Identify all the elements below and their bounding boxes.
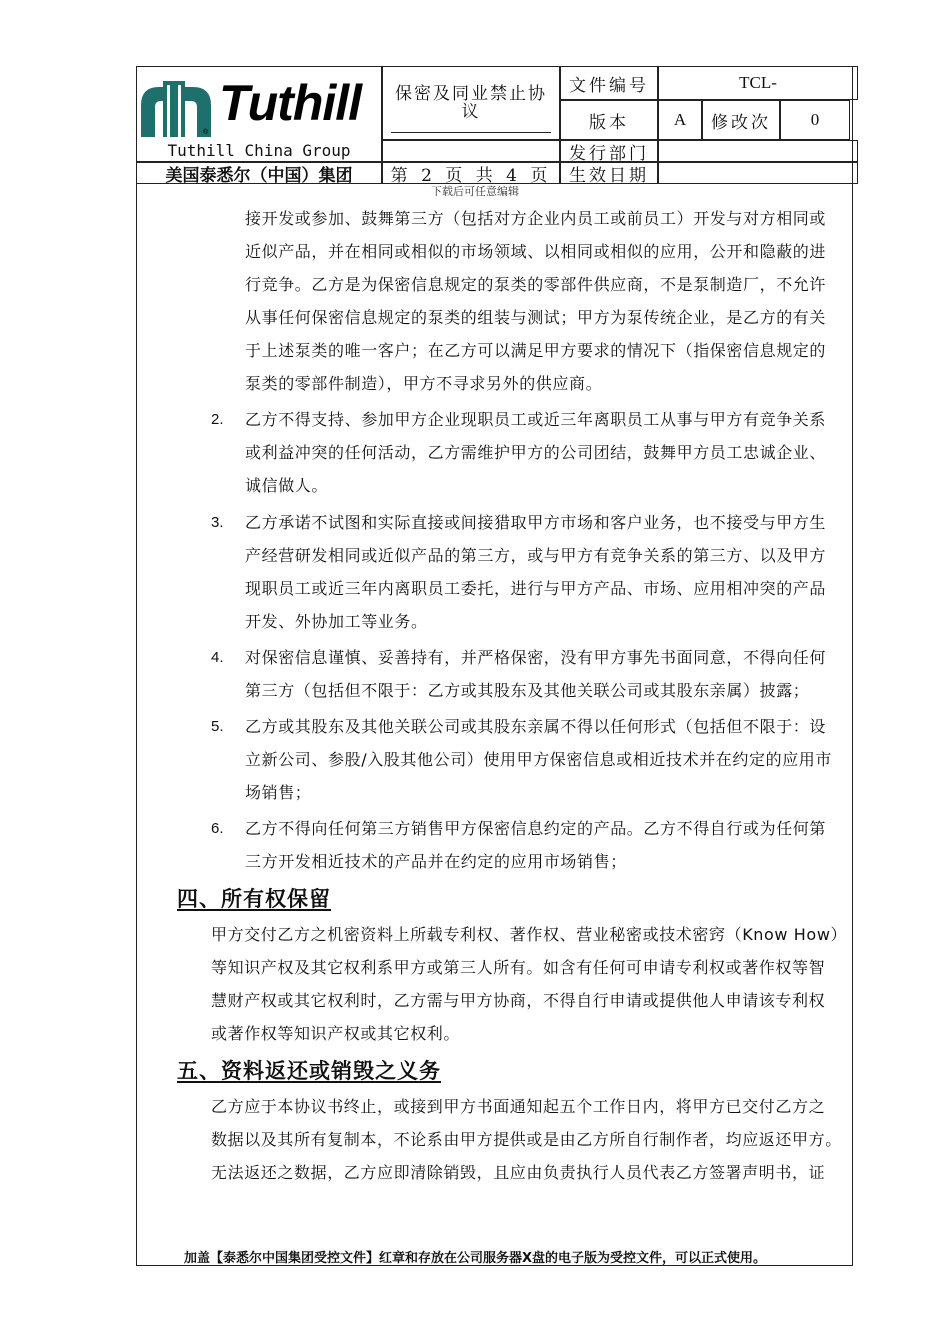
group-cn-cell (136, 162, 382, 184)
controlled-doc-footer: 加盖【泰悉尔中国集团受控文件】红章和存放在公司服务器X盘的电子版为受控文件，可以正式使用。 (183, 1251, 767, 1266)
list-number: 6. (211, 820, 224, 837)
list-number: 2. (211, 411, 224, 428)
text-line: 乙方或其股东及其他关联公司或其股东亲属不得以任何形式（包括但不限于：设 (245, 717, 827, 736)
group-name-en: Tuthill China Group (167, 141, 351, 160)
text-line: 无法返还之数据，乙方应即清除销毁，且应由负责执行人员代表乙方签署声明书，证 (211, 1163, 826, 1182)
text-line: 诚信做人。 (245, 476, 329, 495)
text-line: 或著作权等知识产权或其它权利。 (211, 1024, 461, 1043)
text-line: 乙方不得支持、参加甲方企业现职员工或近三年离职员工从事与甲方有竞争关系 (245, 410, 827, 429)
text-line: 等知识产权及其它权利系甲方或第三人所有。如含有任何可申请专利权或著作权等智 (211, 958, 826, 977)
list-number: 4. (211, 649, 224, 666)
list-item-text (245, 403, 845, 502)
issuing-dept-label: 发行部门 (569, 143, 649, 164)
text-line: 三方开发相近技术的产品并在约定的应用市场销售； (245, 852, 627, 871)
version-value-cell (658, 100, 702, 140)
text-line: 或利益冲突的任何活动，乙方需维护甲方的公司团结，鼓舞甲方员工忠诚企业、 (245, 443, 827, 462)
download-note: 下载后可任意编辑 (431, 185, 519, 198)
document-header (136, 66, 858, 184)
page-info: 第 2 页 共 4 页 (390, 165, 552, 186)
doc-title-cell (382, 66, 560, 140)
text-line: 开发、外协加工等业务。 (245, 612, 428, 631)
logo-cell (136, 66, 382, 140)
revision-label-cell (702, 100, 780, 140)
list-item-text (245, 641, 845, 707)
date-value-cell (658, 162, 858, 184)
text-line: 数据以及其所有复制本，不论系由甲方提供或是由乙方所自行制作者，均应返还甲方。 (211, 1130, 842, 1149)
section-heading-4: 四、所有权保留 (177, 887, 331, 911)
doc-title-line1: 保密及同业禁止协 (395, 84, 547, 104)
dept-value-cell (658, 140, 858, 162)
group-en-cell (136, 140, 382, 162)
list-item-text (245, 506, 845, 638)
revision-value: 0 (810, 110, 820, 129)
text-line: 行竞争。乙方是为保密信息规定的泵类的零部件供应商，不是泵制造厂，不允许 (245, 275, 827, 294)
effective-date-label: 生效日期 (569, 165, 649, 186)
tuthill-logo-mark (139, 77, 213, 139)
company-logo (139, 73, 379, 139)
version-label: 版本 (589, 112, 629, 133)
date-label-cell (560, 162, 658, 184)
text-line: 泵类的零部件制造），甲方不寻求另外的供应商。 (245, 374, 603, 393)
text-line: 于上述泵类的唯一客户；在乙方可以满足甲方要求的情况下（指保密信息规定的 (245, 341, 827, 360)
text-line: 慧财产权或其它权利时，乙方需与甲方协商，不得自行申请或提供他人申请该专利权 (211, 991, 826, 1010)
group-name-cn: 美国泰悉尔（中国）集团 (165, 165, 353, 186)
revision-label: 修改次 (711, 112, 771, 133)
intro-paragraph (245, 202, 845, 400)
file-no-value: TCL- (739, 73, 777, 92)
blank-cell (382, 140, 560, 162)
text-line: 第三方（包括但不限于：乙方或其股东及其他关联公司或其股东亲属）披露； (245, 681, 810, 700)
dept-label-cell (560, 140, 658, 162)
version-label-cell (560, 100, 658, 140)
revision-value-cell (780, 100, 850, 140)
doc-title-line2: 议 (461, 102, 481, 122)
list-number: 3. (211, 514, 224, 531)
text-line: 乙方不得向任何第三方销售甲方保密信息约定的产品。乙方不得自行或为任何第 (245, 819, 827, 838)
list-number: 5. (211, 718, 224, 735)
section5-paragraph (211, 1090, 851, 1189)
file-no-label-cell (560, 66, 658, 100)
logo-wordmark: Tuthill (219, 75, 362, 131)
section4-paragraph (211, 918, 851, 1050)
text-line: 从事任何保密信息规定的泵类的组装与测试；甲方为泵传统企业，是乙方的有关 (245, 308, 827, 327)
text-line: 甲方交付乙方之机密资料上所载专利权、著作权、营业秘密或技术密窍（Know How） (211, 925, 848, 944)
text-line: 乙方应于本协议书终止，或接到甲方书面通知起五个工作日内，将甲方已交付乙方之 (211, 1097, 826, 1116)
file-no-label: 文件编号 (569, 75, 649, 96)
text-line: 场销售； (245, 783, 312, 802)
text-line: 近似产品，并在相同或相似的市场领域、以相同或相似的应用，公开和隐蔽的进 (245, 242, 827, 261)
file-no-value-cell (658, 66, 858, 100)
text-line: 产经营研发相同或近似产品的第三方，或与甲方有竞争关系的第三方、以及甲方 (245, 546, 827, 565)
text-line: 现职员工或近三年内离职员工委托，进行与甲方产品、市场、应用相冲突的产品 (245, 579, 827, 598)
title-underline (391, 132, 551, 133)
section-heading-5: 五、资料返还或销毁之义务 (177, 1059, 441, 1083)
text-line: 乙方承诺不试图和实际直接或间接猎取甲方市场和客户业务，也不接受与甲方生 (245, 513, 827, 532)
version-value: A (673, 110, 687, 129)
list-item-text (245, 812, 845, 878)
text-line: 立新公司、参股/入股其他公司）使用甲方保密信息或相近技术并在约定的应用市 (245, 750, 832, 769)
text-line: 对保密信息谨慎、妥善持有，并严格保密，没有甲方事先书面同意，不得向任何 (245, 648, 827, 667)
page-info-cell (382, 162, 560, 184)
text-line: 接开发或参加、鼓舞第三方（包括对方企业内员工或前员工）开发与对方相同或 (245, 209, 827, 228)
registered-mark: ® (203, 129, 209, 136)
list-item-text (245, 710, 845, 809)
